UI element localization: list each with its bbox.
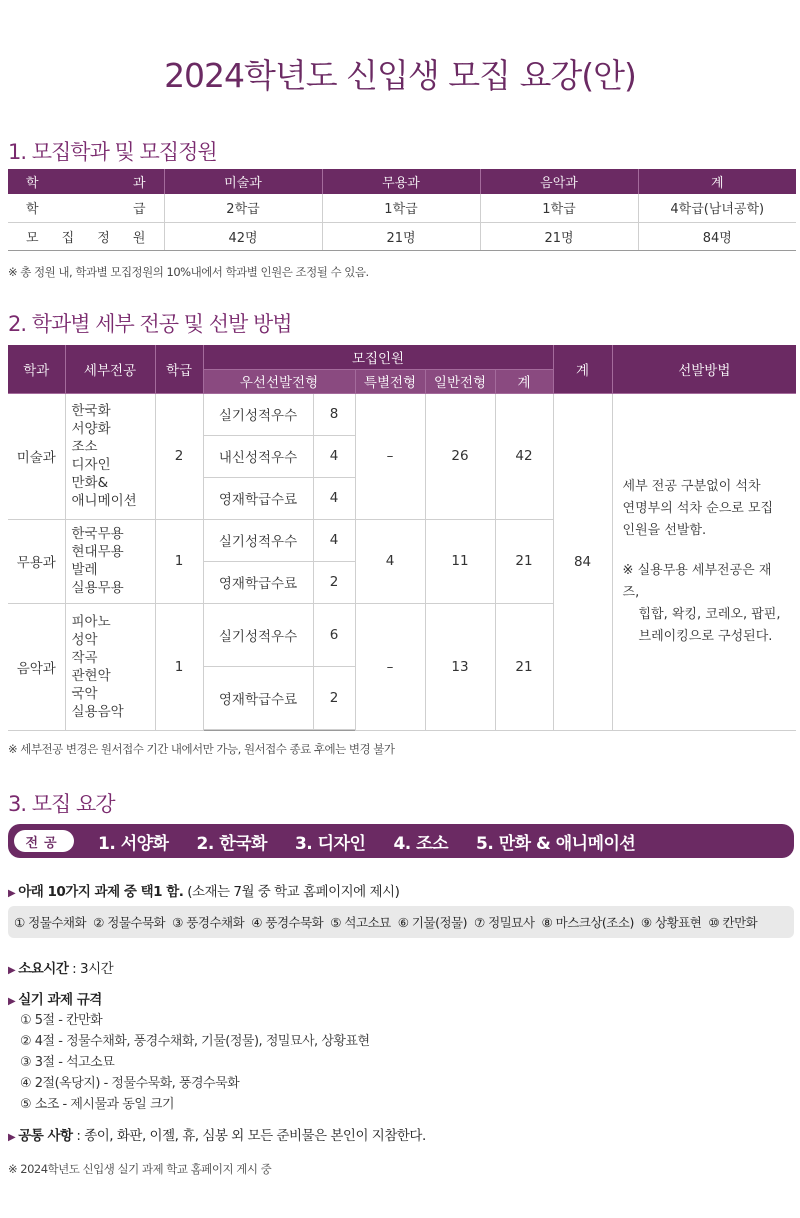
major-option: 5. 만화 & 애니메이션	[476, 833, 636, 854]
major-tag: 전공	[14, 830, 74, 852]
subtotal-dance: 21	[495, 519, 553, 603]
major-bar	[8, 824, 794, 858]
method-note-line: 브레이킹으로 구성된다.	[638, 628, 773, 644]
major-option: 1. 서양화	[98, 833, 169, 854]
major-item: 한국무용	[71, 526, 124, 542]
spec-item: ④ 2절(옥당지) - 정물수묵화, 풍경수묵화	[20, 1076, 240, 1091]
total-cell: 84	[553, 393, 612, 730]
cell-value: 21명	[480, 222, 638, 250]
common-line: ▶ 공통 사항 : 종이, 화판, 이젤, 휴, 심봉 외 모든 준비물은 본인이 지참한다.	[8, 1128, 426, 1144]
major-item: 국악	[71, 685, 98, 702]
header-dept-b: 과	[132, 176, 146, 191]
general-music: 13	[425, 603, 495, 730]
method-line: 세부 전공 구분없이 석차	[622, 478, 761, 494]
spec-item: ② 4절 - 정물수채화, 풍경수채화, 기물(정물), 정밀묘사, 상황표현	[20, 1034, 370, 1049]
header-music: 음악과	[480, 169, 638, 194]
header-major: 세부전공	[65, 345, 155, 393]
row-label-a: 학	[26, 202, 39, 218]
header-recruit: 모집인원	[203, 345, 553, 369]
major-item: 관현악	[71, 667, 111, 684]
time-line: ▶ 소요시간 : 3시간	[8, 961, 114, 977]
major-item: 애니메이션	[71, 493, 137, 509]
classes-art: 2	[155, 393, 203, 519]
majors-dance	[65, 519, 155, 603]
major-item: 한국화	[71, 403, 111, 419]
page-title: 2024학년도 신입생 모집 요강(안)	[164, 56, 636, 95]
task-item: ③ 풍경수채화	[172, 915, 245, 930]
table-row	[8, 222, 796, 250]
section2-note: ※ 세부전공 변경은 원서접수 기간 내에서만 가능, 원서접수 종료 후에는 변경 불가	[8, 742, 395, 756]
header-total: 계	[638, 169, 796, 194]
special-dance: 4	[355, 519, 425, 603]
cell-value: 42명	[164, 222, 322, 250]
method-line: 인원을 선발함.	[622, 522, 707, 538]
cell-value: 1학급	[322, 194, 480, 222]
classes-music: 1	[155, 603, 203, 730]
section1-title: 1. 모집학과 및 모집정원	[8, 140, 217, 164]
header-priority: 우선선발전형	[203, 369, 355, 393]
header-general: 일반전형	[425, 369, 495, 393]
method-note-line: 힙합, 왁킹, 코레오, 팝핀,	[638, 606, 781, 622]
major-option: 4. 조소	[393, 833, 449, 854]
task-item: ⑦ 정밀묘사	[473, 915, 535, 930]
task-item: ④ 풍경수묵화	[251, 915, 324, 930]
priority-count: 6	[313, 603, 355, 666]
header-dept: 학과	[8, 345, 65, 393]
row-label-char: 모	[26, 230, 39, 246]
arrow-right-icon: ▶	[8, 965, 16, 976]
arrow-right-icon: ▶	[8, 996, 16, 1007]
major-item: 피아노	[71, 613, 111, 630]
majors-art	[65, 393, 155, 519]
general-dance: 11	[425, 519, 495, 603]
task-item: ⑩ 칸만화	[708, 915, 758, 930]
method-note-line: ※ 실용무용 세부전공은 재즈,	[622, 562, 772, 600]
priority-name: 영재학급수료	[203, 561, 313, 603]
spec-item: ⑤ 소조 - 제시물과 동일 크기	[20, 1097, 175, 1112]
major-item: 만화&	[71, 475, 109, 491]
major-item: 디자인	[71, 457, 111, 473]
priority-count: 4	[313, 477, 355, 519]
priority-count: 4	[313, 519, 355, 561]
arrow-right-icon: ▶	[8, 1132, 16, 1143]
section1-note: ※ 총 정원 내, 학과별 모집정원의 10%내에서 학과별 인원은 조정될 수 있음.	[8, 265, 369, 279]
quota-table-header	[8, 169, 796, 194]
major-item: 서양화	[71, 421, 111, 437]
task-item: ① 정물수채화	[14, 915, 87, 930]
cell-value: 21명	[322, 222, 480, 250]
header-special: 특별전형	[355, 369, 425, 393]
row-label-b: 급	[132, 202, 146, 218]
cell-value: 2학급	[164, 194, 322, 222]
arrow-right-icon: ▶	[8, 888, 16, 899]
footer-note: ※ 2024학년도 신입생 실기 과제 학교 홈페이지 게시 중	[8, 1162, 272, 1176]
dept-music: 음악과	[8, 603, 65, 730]
header-subtotal: 계	[495, 369, 553, 393]
spec-item: ③ 3절 - 석고소묘	[20, 1055, 115, 1070]
dept-art: 미술과	[8, 393, 65, 519]
header-dept-a: 학	[26, 176, 39, 191]
priority-count: 2	[313, 666, 355, 729]
task-heading: ▶ 아래 10가지 과제 중 택1 함. (소재는 7월 중 학교 홈페이지에 제시)	[8, 884, 400, 900]
header-total: 계	[553, 345, 612, 393]
section2-title: 2. 학과별 세부 전공 및 선발 방법	[8, 312, 292, 336]
major-item: 성악	[71, 631, 98, 648]
major-item: 작곡	[71, 649, 98, 666]
task-item: ⑥ 기물(정물)	[397, 915, 467, 930]
priority-name: 영재학급수료	[203, 477, 313, 519]
subtotal-music: 21	[495, 603, 553, 730]
priority-name: 실기성적우수	[203, 393, 313, 435]
major-option: 3. 디자인	[294, 833, 366, 854]
cell-value: 4학급(남녀공학)	[638, 194, 796, 222]
section3-title: 3. 모집 요강	[8, 792, 115, 816]
task-list	[8, 906, 794, 938]
priority-count: 4	[313, 435, 355, 477]
method-line: 연명부의 석차 순으로 모집	[622, 500, 774, 516]
task-item: ⑤ 석고소묘	[330, 915, 391, 930]
major-option: 2. 한국화	[196, 833, 267, 854]
task-item: ② 정물수묵화	[93, 915, 166, 930]
header-method: 선발방법	[612, 345, 796, 393]
spec-item: ① 5절 - 칸만화	[20, 1013, 103, 1028]
dept-dance: 무용과	[8, 519, 65, 603]
priority-count: 2	[313, 561, 355, 603]
row-label-char: 원	[132, 230, 146, 246]
header-dance: 무용과	[322, 169, 480, 194]
row-label-char: 집	[61, 230, 75, 246]
selection-table	[8, 345, 796, 731]
priority-count: 8	[313, 393, 355, 435]
majors-music	[65, 603, 155, 730]
major-item: 실용음악	[71, 703, 124, 720]
major-item: 현대무용	[71, 544, 124, 560]
selection-method	[612, 393, 796, 730]
table-row	[8, 194, 796, 222]
priority-name: 내신성적우수	[203, 435, 313, 477]
classes-dance: 1	[155, 519, 203, 603]
header-classes: 학급	[155, 345, 203, 393]
special-music: –	[355, 603, 425, 730]
task-item: ⑨ 상황표현	[640, 915, 702, 930]
cell-value: 84명	[638, 222, 796, 250]
priority-name: 영재학급수료	[203, 666, 313, 729]
spec-heading: ▶ 실기 과제 규격	[8, 992, 102, 1008]
major-item: 실용무용	[71, 580, 124, 596]
quota-table	[8, 169, 796, 251]
cell-value: 1학급	[480, 194, 638, 222]
subtotal-art: 42	[495, 393, 553, 519]
header-art: 미술과	[164, 169, 322, 194]
priority-name: 실기성적우수	[203, 519, 313, 561]
row-label-char: 정	[97, 230, 110, 246]
special-art: –	[355, 393, 425, 519]
task-item: ⑧ 마스크상(조소)	[541, 915, 634, 930]
general-art: 26	[425, 393, 495, 519]
major-item: 조소	[71, 439, 98, 455]
major-item: 발레	[71, 562, 98, 578]
priority-name: 실기성적우수	[203, 603, 313, 666]
